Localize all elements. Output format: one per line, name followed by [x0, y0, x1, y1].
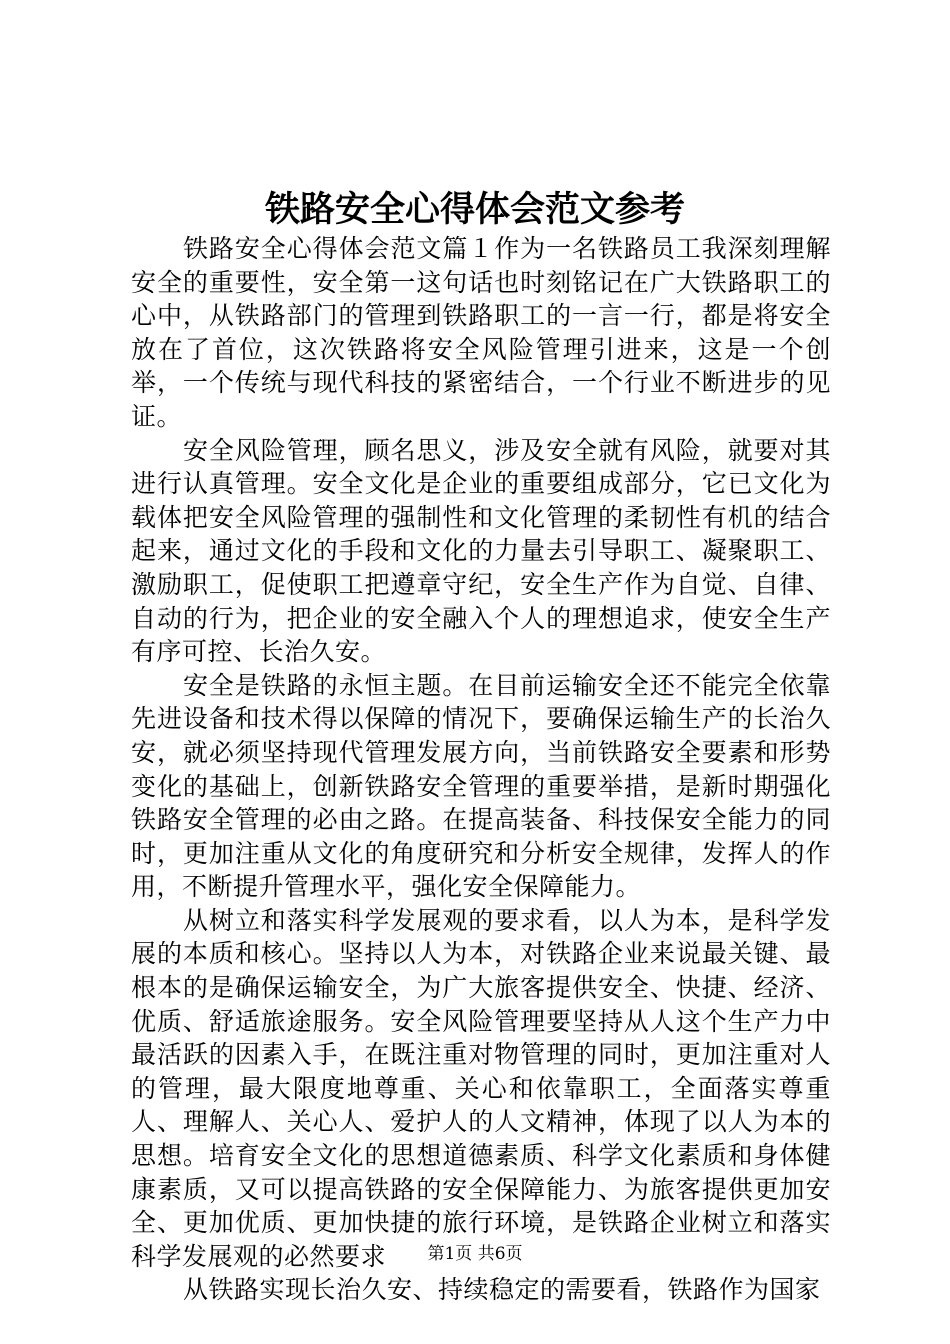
- paragraph-4: 从树立和落实科学发展观的要求看，以人为本，是科学发展的本质和核心。坚持以人为本，对铁路企业来说最关键、最根本的是确保运输安全，为广大旅客提供安全、快捷、经济、优质、舒适旅途服务。安全风险管理要坚持从人这个生产力中最活跃的因素入手，在既注重对物管理的同时，更加注重对人的管理，最大限度地尊重、关心和依靠职工，全面落实尊重人、理解人、关心人、爱护人的人文精神，体现了以人为本的思想。培育安全文化的思想道德素质、科学文化素质和身体健康素质，又可以提高铁路的安全保障能力、为旅客提供更加安全、更加优质、更加快捷的旅行环境，是铁路企业树立和落实科学发展观的必然要求: [131, 905, 831, 1271]
- paragraph-1: 铁路安全心得体会范文篇１作为一名铁路员工我深刻理解安全的重要性，安全第一这句话也时刻铭记在广大铁路职工的心中，从铁路部门的管理到铁路职工的一言一行，都是将安全放在了首位，这次铁路将安全风险管理引进来，这是一个创举，一个传统与现代科技的紧密结合，一个行业不断进步的见证。: [131, 234, 831, 431]
- document-body: [131, 232, 831, 1307]
- paragraph-2: 安全风险管理，顾名思义，涉及安全就有风险，就要对其进行认真管理。安全文化是企业的重要组成部分，它已文化为载体把安全风险管理的强制性和文化管理的柔韧性有机的结合起来，通过文化的手段和文化的力量去引导职工、凝聚职工、激励职工，促使职工把遵章守纪，安全生产作为自觉、自律、自动的行为，把企业的安全融入个人的理想追求，使安全生产有序可控、长治久安。: [131, 435, 831, 667]
- paragraph-5: 从铁路实现长治久安、持续稳定的需要看，铁路作为国家: [183, 1275, 821, 1305]
- page-number-footer: 第1页 共6页: [427, 1244, 523, 1264]
- paragraph-3: 安全是铁路的永恒主题。在目前运输安全还不能完全依靠先进设备和技术得以保障的情况下，要确保运输生产的长治久安，就必须坚持现代管理发展方向，当前铁路安全要素和形势变化的基础上，创新铁路安全管理的重要举措，是新时期强化铁路安全管理的必由之路。在提高装备、科技保安全能力的同时，更加注重从文化的角度研究和分析安全规律，发挥人的作用，不断提升管理水平，强化安全保障能力。: [131, 670, 831, 902]
- document-title: 铁路安全心得体会范文参考: [264, 189, 685, 230]
